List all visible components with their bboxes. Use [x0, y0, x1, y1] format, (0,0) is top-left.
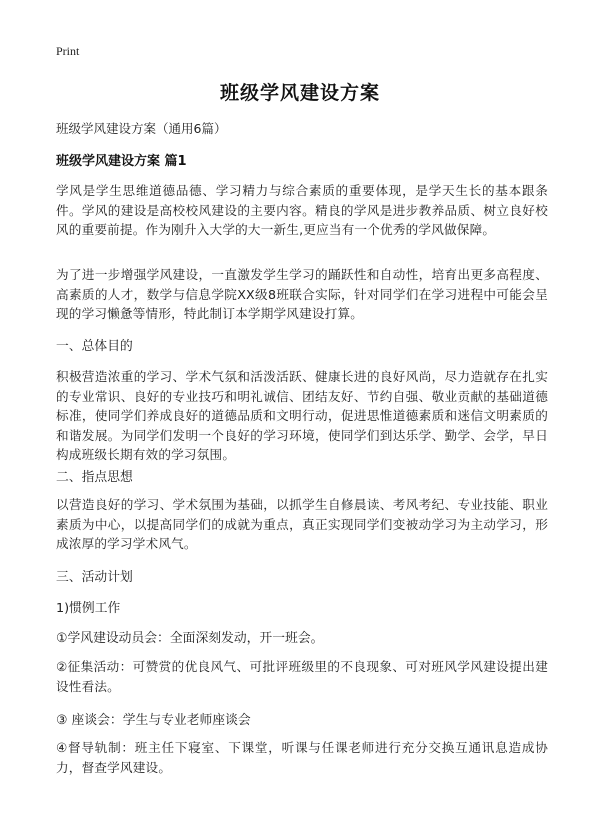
- paragraph-overall-goal: 积极营造浓重的学习、学术气氛和活泼活跃、健康长进的良好风尚，尽力造就存在扎实的专业常识、良好的专业技巧和明礼诚信、团结友好、节约自强、敬业贡献的基础道德标准，使同学们养成良好的道德品质和文明行动，促进思惟道德素质和迷信文明素质的和谐发展。为同学们发明一个良好的学习环境，使同学们到达乐学、勤学、会学，早日构成班级长期有效的学习氛围。: [56, 369, 548, 462]
- paragraph-intro: 学风是学生思维道德品德、学习精力与综合素质的重要体现，是学天生长的基本跟条件。学风的建设是高校校风建设的主要内容。精良的学风是进步教养品质、树立良好校风的重要前提。作为刚升入大学的大一新生,更应当有一个优秀的学风做保障。: [56, 183, 548, 237]
- page-title: 班级学风建设方案: [219, 82, 380, 104]
- list-item-routine-work: 1)惯例工作: [56, 601, 121, 616]
- paragraph-purpose: 为了进一步增强学风建设，一直激发学生学习的踊跃性和自动性，培育出更多高程度、高素质的人才，数学与信息学院XX级8班联合实际，针对同学们在学习进程中可能会呈现的学习懒惫等情形，特此制订本学期学风建设打算。: [56, 267, 548, 321]
- document-subtitle: 班级学风建设方案（通用6篇）: [56, 121, 227, 136]
- print-label: Print: [56, 44, 80, 58]
- list-item-forum: ③ 座谈会：学生与专业老师座谈会: [56, 713, 251, 728]
- heading-overall-goal: 一、总体目的: [56, 339, 133, 354]
- heading-activity-plan: 三、活动计划: [56, 570, 133, 585]
- paragraph-guiding-thought: 以营造良好的学习、学术氛围为基础，以抓学生自修晨读、考风考纪、专业技能、职业素质为中心，以提高同学们的成就为重点，真正实现同学们变被动学习为主动学习，形成浓厚的学习学术风气。: [56, 497, 548, 551]
- list-item-collection: ②征集活动：可赞赏的优良风气、可批评班级里的不良现象、可对班风学风建设提出建设性看法。: [56, 659, 548, 694]
- section-heading: 班级学风建设方案 篇1: [56, 154, 187, 169]
- list-item-mobilization: ①学风建设动员会：全面深刻发动，开一班会。: [56, 631, 324, 646]
- heading-guiding-thought: 二、指点思想: [56, 470, 133, 485]
- list-item-supervision: ④督导轨制：班主任下寝室、下课堂，听课与任课老师进行充分交换互通讯息造成协力，督查学风建设。: [56, 740, 548, 775]
